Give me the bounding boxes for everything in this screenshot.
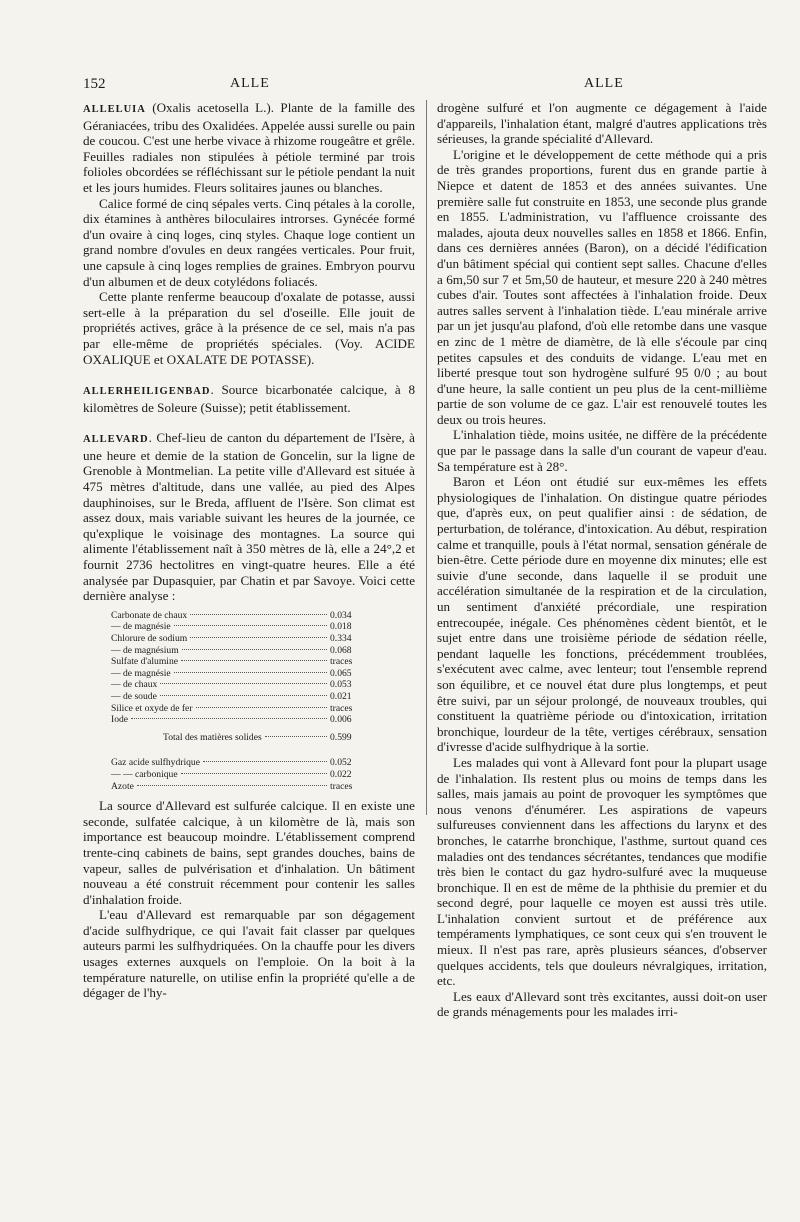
allevard-paragraph-2: La source d'Allevard est sulfurée calcique. Il en existe une seconde, sulfatée calcique, à un kilomètre de là, mais son importance est beaucoup moindre. L'établissement comprend trente-cinq cabinets de bains, sept grandes douches, bains de vapeur, salles de pulvérisation et d'inhalation. Un bâtiment nouveau a été construit récemment pour contenir les salles d'inhalation froide. xyxy=(83,798,415,907)
cell-name: — de magnésie xyxy=(111,667,171,679)
right-paragraph-2: L'origine et le développement de cette méthode qui a pris de très grandes proportions, furent dus en grande partie à Niepce et datent de 1853 et des années suivantes. Une première salle fut construite en 1853, une seconde plus grande en 1855. L'administration, vu l'affluence croissante des malades, ajouta deux nouvelles salles en 1858 et 1866. Enfin, dans ces dernières années (Baron), on a décidé l'édification d'un bâtiment spécial qui contient sept salles. Chacune d'elles a 6m,50 sur 7 et 5m,50 de hauteur, et mesure 220 à 240 mètres cubes d'air. Toutes sont affectées à l'inhalation froide. Deux autres salles servent à l'inhalation tiède. L'eau minérale arrive par un jet jusqu'au plafond, d'où elle retombe dans une vasque en zinc de 1 mètre de diamètre, de là elle s'écoule par cinq petites capsules et des conduits de vidange. L'eau met en liberté presque tout son hydrogène sulfuré 95 0/0 ; au bout d'une heure, la salle contient un peu plus de la cent-millième partie de son volume de ce gaz. L'air est renouvelé toutes les deux ou trois heures. xyxy=(437,146,767,427)
cell-value: traces xyxy=(330,780,353,792)
right-paragraph-6: Les eaux d'Allevard sont très excitantes, aussi doit-on user de grands ménagements pour les malades irri- xyxy=(437,988,767,1020)
allevard-paragraph-3: L'eau d'Allevard est remarquable par son dégagement d'acide sulfhydrique, ce qui l'avait fait classer par quelques auteurs parmi les sulfhydriquées. On la chauffe pour les divers usages externes auxquels on l'emploie. On la boit à la température naturelle, on utilise enfin la propriété qu'elle a de dégager de l'hy- xyxy=(83,907,415,1001)
page-number: 152 xyxy=(83,76,106,92)
cell-value: 0.006 xyxy=(330,714,352,726)
left-column xyxy=(83,100,415,1001)
table-row xyxy=(111,621,366,633)
cell-name: — de magnésium xyxy=(111,644,179,656)
cell-value: traces xyxy=(330,656,353,668)
entry-alleluia xyxy=(83,100,415,196)
cell-name: Sulfate d'alumine xyxy=(111,656,179,668)
headword-alleluia: ALLELUIA xyxy=(83,104,146,115)
table-row xyxy=(111,656,366,668)
cell-name: Carbonate de chaux xyxy=(111,609,188,621)
cell-name: — de soude xyxy=(111,690,157,702)
cell-value: traces xyxy=(330,702,353,714)
allerheiligenbad-text: . Source bicarbonatée calcique, à 8 kilomètres de Soleure (Suisse); petit établissement. xyxy=(83,382,415,415)
alleluia-text: (Oxalis acetosella L.). Plante de la famille des Géraniacées, tribu des Oxalidées. Appelée aussi surelle ou pain de coucou. C'est une herbe vivace à rhizome rougeâtre et grêle. Feuilles radiales non stipulées à pétiole terminé par trois folioles obcordées se réfléchissant sur le pétiole pendant la nuit et les jours humides. Fleurs solitaires jaunes ou blanches. xyxy=(83,100,415,195)
cell-name: Silice et oxyde de fer xyxy=(111,702,193,714)
total-value: 0.599 xyxy=(330,731,352,743)
cell-value: 0.052 xyxy=(330,757,352,769)
cell-value: 0.018 xyxy=(330,621,352,633)
analysis-table xyxy=(111,610,366,792)
table-row xyxy=(111,679,366,691)
table-row xyxy=(111,610,366,622)
cell-name: Gaz acide sulfhydrique xyxy=(111,757,200,769)
right-paragraph-1: drogène sulfuré et l'on augmente ce dégagement à l'aide d'appareils, l'inhalation étant, malgré d'autres applications très sérieuses, la grande spécialité d'Allevard. xyxy=(437,100,767,147)
allevard-text: . Chef-lieu de canton du département de l'Isère, à une heure et demie de la station de Goncelin, sur la ligne de Grenoble à Montmelian. La petite ville d'Allevard est située à 475 mètres d'altitude, dans une vallée, au pied des Alpes dauphinoises, sur le Breda, affluent de l'Isère. Son climat est assez doux, mais variable suivant les heures de la journée, ce qu'explique le voisinage des montagnes. La source qui alimente l'établissement naît à 350 mètres de là, elle a 24°,2 et fournit 2736 hectolitres en vingt-quatre heures. Elle a été analysée par Dupasquier, par Chatin et par Savoye. Voici cette dernière analyse : xyxy=(83,430,415,604)
running-head-right: ALLE xyxy=(584,76,624,91)
right-paragraph-4: Baron et Léon ont étudié sur eux-mêmes les effets physiologiques de l'inhalation. On distingue quatre périodes que, d'après eux, on peut qualifier ainsi : de sédation, de perturbation, de tolérance, d'intoxication. Au début, respiration calme et tranquille, pouls à l'état normal, sensation générale de bien-être. Cette période dure en moyenne dix minutes; elle est suivie d'une seconde, dans laquelle il se produit une accélération simultanée de la respiration et de la circulation, un sentiment d'anxiété précordiale, une respiration entrecoupée, inégale. Ces phénomènes cèdent bientôt, et le sujet entre dans une troisième période de sédation réelle, pendant laquelle les fonctions, précédemment troublées, s'exécutent avec calme, avec lenteur; tout l'ensemble reprend son équilibre, et ce nouvel état dure plus longtemps, et peut être suivi, par un séjour prolongé, de nouveaux troubles, qui constituent la quatrième période ou d'intoxication, irritation bronchique, lourdeur de la tête, vertiges cérébraux, sensation d'ivresse d'acide sulfhydrique à la sortie. xyxy=(437,474,767,755)
cell-value: 0.034 xyxy=(330,609,352,621)
cell-name: Chlorure de sodium xyxy=(111,633,188,644)
entry-allevard xyxy=(83,430,415,604)
cell-name: — de chaux xyxy=(111,679,158,691)
table-row xyxy=(111,703,366,715)
cell-value: 0.334 xyxy=(330,633,352,644)
cell-value: 0.053 xyxy=(330,679,352,691)
table-row xyxy=(111,668,366,680)
right-column xyxy=(437,100,767,1020)
table-row xyxy=(111,633,366,645)
cell-name: Azote xyxy=(111,780,134,792)
table-row xyxy=(111,714,366,726)
cell-name: Iode xyxy=(111,714,129,726)
table-row xyxy=(111,645,366,657)
alleluia-paragraph-3: Cette plante renferme beaucoup d'oxalate de potasse, aussi sert-elle à la préparation du sel d'oseille. Elle jouit de propriétés actives, grâce à la présence de ce sel, mais n'a pas par elle-même de propriétés spéciales. (Voy. ACIDE OXALIQUE et OXALATE DE POTASSE). xyxy=(83,289,415,367)
headword-allerheiligenbad: ALLERHEILIGENBAD xyxy=(83,386,211,398)
alleluia-paragraph-2: Calice formé de cinq sépales verts. Cinq pétales à la corolle, dix étamines à anthères biloculaires introrses. Gynécée formé d'un ovaire à cinq loges, cinq styles. Chaque loge contient un grand nombre d'ovules en deux rangées verticales. Pour fruit, une capsule à cinq loges remplies de graines. Embryon pourvu d'un albumen et de deux cotylédons foliacés. xyxy=(83,195,415,289)
cell-name: — — carbonique xyxy=(111,768,178,780)
right-paragraph-5: Les malades qui vont à Allevard font pour la plupart usage de l'inhalation. Ils restent plus ou moins de temps dans les salles, mais jamais au point de provoquer les symptômes que nous venons d'énumérer. Les aspirations de vapeurs sulfureuses conviennent dans les affections du larynx et des bronches, le catarrhe bronchique, l'asthme, surtout quand ces maladies ont des tendances sécrétantes, tendances que modifie très bien le contact du gaz hydro-sulfuré avec la muqueuse bronchique. Il en est de même de la phthisie du premier et du second degré, pour laquelle ce moyen est aussi très utile. L'inhalation convient surtout et de préférence aux tempéraments lymphatiques, ce sont ceux qui s'en trouvent le mieux. Il n'est pas rare, après plusieurs séances, d'observer quelques accidents, tels que douleurs névralgiques, irritation, etc. xyxy=(437,754,767,989)
cell-name: — de magnésie xyxy=(111,621,171,633)
cell-value: 0.021 xyxy=(330,690,352,702)
entry-allerheiligenbad xyxy=(83,382,415,415)
table-total-row xyxy=(111,732,366,744)
total-label: Total des matières solides xyxy=(163,731,262,743)
right-paragraph-3: L'inhalation tiède, moins usitée, ne diffère de la précédente que par le passage dans la salle d'un courant de vapeur d'eau. Sa température est à 28°. xyxy=(437,427,767,474)
table-row xyxy=(111,769,366,781)
table-row xyxy=(111,781,366,793)
table-row xyxy=(111,757,366,769)
running-head-left: ALLE xyxy=(230,76,270,91)
cell-value: 0.022 xyxy=(330,768,352,780)
cell-value: 0.068 xyxy=(330,644,352,656)
table-row xyxy=(111,691,366,703)
column-divider xyxy=(426,100,427,815)
cell-value: 0.065 xyxy=(330,667,352,679)
headword-allevard: ALLEVARD xyxy=(83,434,149,446)
